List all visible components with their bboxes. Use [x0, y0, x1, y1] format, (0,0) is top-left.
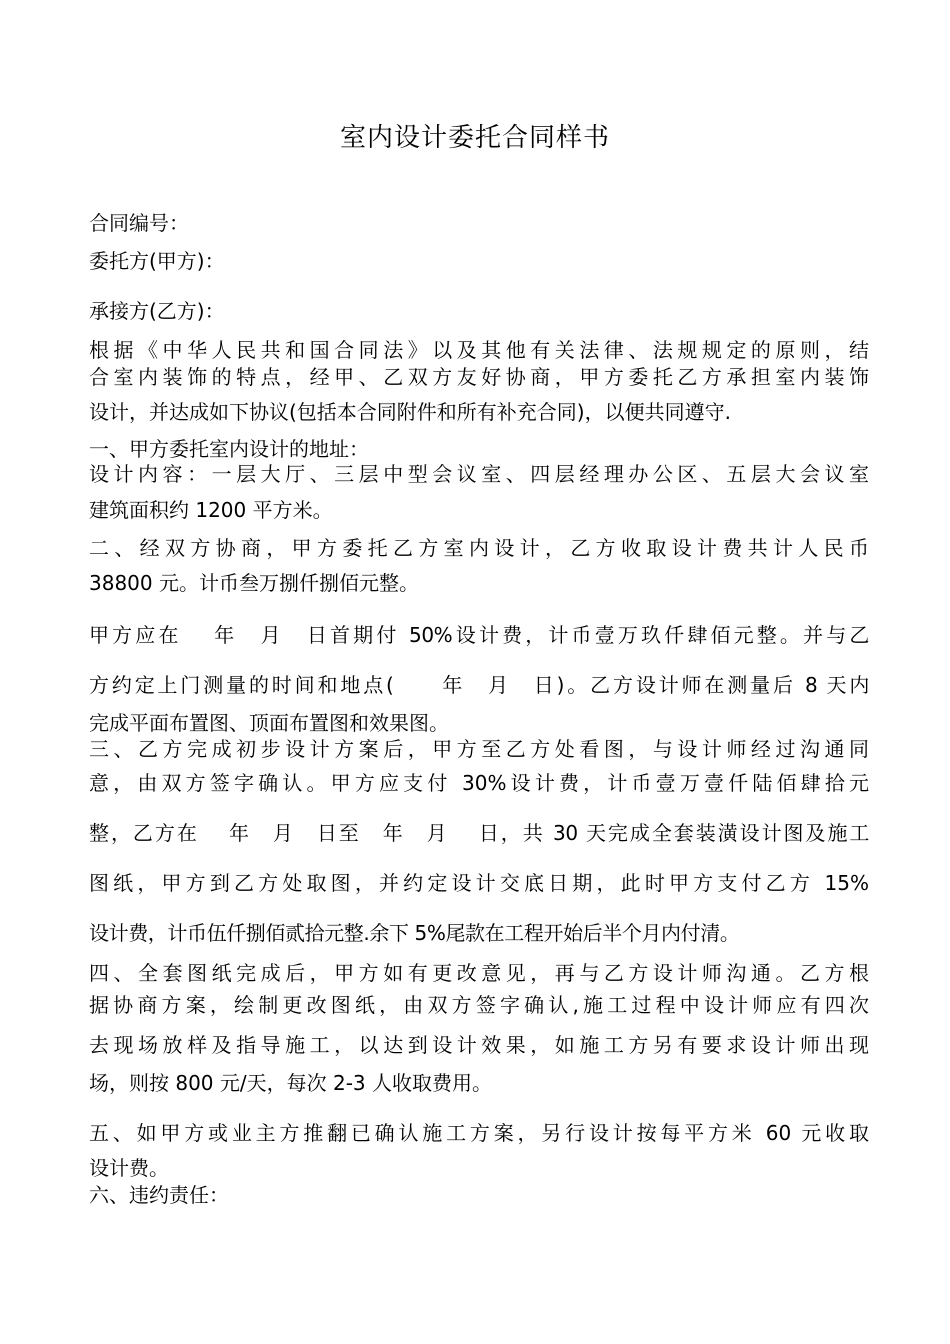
- clause-3-line-2: 意，由双方签字确认。甲方应支付 30%设计费，计币壹万壹仟陆佰肆拾元: [89, 771, 869, 795]
- contractor-line: 承接方(乙方)：: [89, 299, 225, 323]
- clause-3-line-5: 设计费，计币伍仟捌佰贰拾元整.余下 5%尾款在工程开始后半个月内付清。: [89, 921, 740, 945]
- clause-4-line-2: 据协商方案，绘制更改图纸，由双方签字确认,施工过程中设计师应有四次: [89, 993, 869, 1017]
- clause-2-line-2: 38800 元。计币叁万捌仟捌佰元整。: [89, 571, 419, 595]
- contract-number-line: 合同编号：: [89, 211, 189, 235]
- clause-2-line-1: 二、经双方协商，甲方委托乙方室内设计，乙方收取设计费共计人民币: [89, 536, 869, 560]
- clause-4-line-4: 场，则按 800 元/天，每次 2-3 人收取费用。: [89, 1071, 493, 1095]
- design-content-line: 设计内容：一层大厅、三层中型会议室、四层经理办公区、五层大会议室: [89, 462, 869, 486]
- first-payment-line-1: 甲方应在 年 月 日首期付 50%设计费，计币壹万玖仟肆佰元整。并与乙: [89, 623, 869, 647]
- floor-area-line: 建筑面积约 1200 平方米。: [89, 498, 333, 522]
- document-title: 室内设计委托合同样书: [339, 123, 610, 153]
- clause-5-line-2: 设计费。: [89, 1156, 169, 1180]
- clause-4-line-1: 四、全套图纸完成后，甲方如有更改意见，再与乙方设计师沟通。乙方根: [89, 961, 869, 985]
- clause-3-line-1: 三、乙方完成初步设计方案后，甲方至乙方处看图，与设计师经过沟通同: [89, 737, 869, 761]
- clause-1-heading: 一、甲方委托室内设计的地址：: [89, 437, 369, 461]
- client-line: 委托方(甲方)：: [89, 249, 225, 273]
- first-payment-line-3: 完成平面布置图、顶面布置图和效果图。: [89, 711, 449, 735]
- first-payment-line-2: 方约定上门测量的时间和地点( 年 月 日)。乙方设计师在测量后 8 天内: [89, 673, 869, 697]
- clause-3-line-4: 图纸，甲方到乙方处取图，并约定设计交底日期，此时甲方支付乙方 15%: [89, 871, 869, 895]
- clause-5-line-1: 五、如甲方或业主方推翻已确认施工方案，另行设计按每平方米 60 元收取: [89, 1121, 869, 1145]
- clause-4-line-3: 去现场放样及指导施工，以达到设计效果，如施工方另有要求设计师出现: [89, 1033, 869, 1057]
- clause-6-heading: 六、违约责任：: [89, 1183, 229, 1207]
- preamble-line-3: 设计，并达成如下协议(包括本合同附件和所有补充合同)，以便共同遵守.: [89, 400, 731, 424]
- clause-3-line-3: 整，乙方在 年 月 日至 年 月 日，共 30 天完成全套装潢设计图及施工: [89, 821, 869, 845]
- preamble-line-1: 根据《中华人民共和国合同法》以及其他有关法律、法规规定的原则，结: [89, 338, 869, 362]
- preamble-line-2: 合室内装饰的特点，经甲、乙双方友好协商，甲方委托乙方承担室内装饰: [89, 365, 869, 389]
